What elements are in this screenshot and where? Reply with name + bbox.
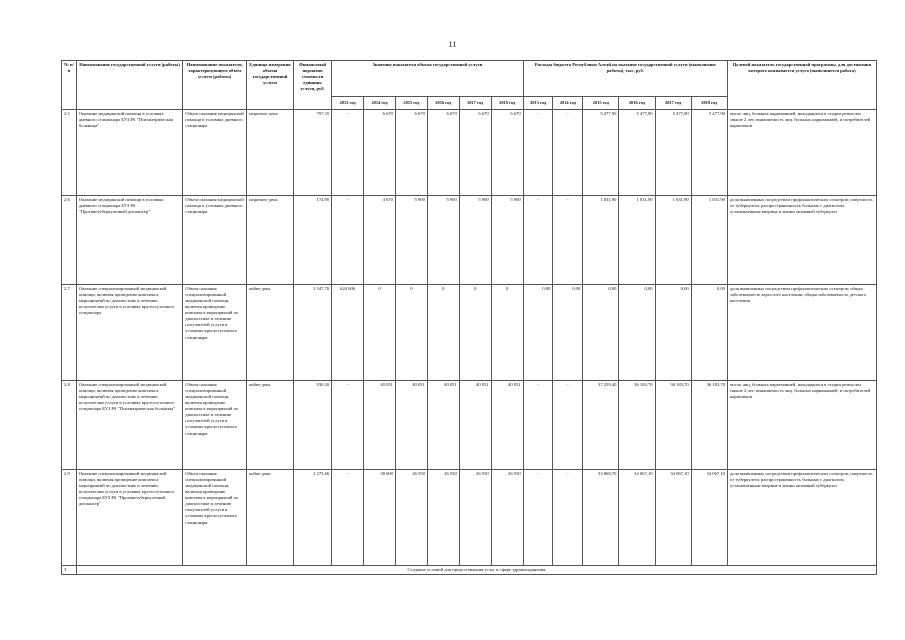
service-name: Оказание медицинской помощи в условиях дневного стационара БУЗ РА "Психиатрическая больница" xyxy=(76,110,182,196)
volume-value: 38 600 xyxy=(364,470,396,566)
volume-value: - xyxy=(332,381,364,470)
volume-value: 5 900 xyxy=(427,196,459,285)
unit: койко-день xyxy=(247,470,294,566)
header-volume-year: 2016 год xyxy=(427,97,459,110)
budget-value: 0,00 xyxy=(655,285,691,381)
indicator-name: Объем оказания медицинской помощи в условиях дневного стационара xyxy=(183,196,247,285)
service-name: Оказание специализированной медицинской помощи, включая проведение комплекса мероприятий по диагностике и лечению получателям услуги в условиях круглосуточного стационара БУЗ РА "Психиатрическая больница" xyxy=(76,381,182,470)
budget-value: 33 868,70 xyxy=(583,470,619,566)
budget-value: 5 477,90 xyxy=(655,110,691,196)
volume-value: 6 670 xyxy=(459,110,491,196)
budget-value: 0,00 xyxy=(583,285,619,381)
section-number: 3 xyxy=(62,566,77,575)
volume-value: 40 051 xyxy=(395,381,427,470)
table-row xyxy=(62,381,877,470)
table-row xyxy=(62,110,877,196)
section-row xyxy=(62,566,877,575)
budget-value: - xyxy=(553,470,583,566)
volume-value: 40 051 xyxy=(459,381,491,470)
budget-value: 36 183,70 xyxy=(655,381,691,470)
cost: 797,35 xyxy=(293,110,331,196)
section-title: Создание условий для предоставления услуг в сфере здравоохранения xyxy=(76,566,876,575)
header-unit: Единица измерения объема государственной услуги xyxy=(247,61,294,110)
budget-value: - xyxy=(523,196,553,285)
cost: 1 275,66 xyxy=(293,470,331,566)
volume-value: 6 670 xyxy=(395,110,427,196)
volume-value: 0 xyxy=(491,285,523,381)
table-row xyxy=(62,285,877,381)
table-row xyxy=(62,196,877,285)
header-budget-year: 2017 год xyxy=(655,97,691,110)
header-volume-year: 2017 год xyxy=(459,97,491,110)
budget-value: 1 031,90 xyxy=(583,196,619,285)
row-number: 2.7 xyxy=(62,285,77,381)
header-service: Наименование государственной услуги (работы) xyxy=(76,61,182,110)
volume-value: 26 550 xyxy=(427,470,459,566)
volume-value: 6 670 xyxy=(491,110,523,196)
budget-value: 5 477,90 xyxy=(583,110,619,196)
budget-value: 1 031,90 xyxy=(691,196,727,285)
header-no: № п/п xyxy=(62,61,77,110)
volume-value: 5 900 xyxy=(459,196,491,285)
volume-value: 26 550 xyxy=(491,470,523,566)
budget-value: 0,00 xyxy=(691,285,727,381)
budget-value: - xyxy=(553,196,583,285)
budget-value: 5 477,90 xyxy=(691,110,727,196)
unit: койко-день xyxy=(247,285,294,381)
indicator-name: Объем оказания специализированной медицинской помощи, включая проведение комплекса мероприятий по диагностике и лечению получателей услуги в условиях круглосуточного стационара xyxy=(183,285,247,381)
volume-value: 40 051 xyxy=(427,381,459,470)
budget-value: 0,00 xyxy=(523,285,553,381)
budget-value: 0,00 xyxy=(619,285,655,381)
budget-value: 5 477,90 xyxy=(619,110,655,196)
volume-value: 5 900 xyxy=(491,196,523,285)
header-volume-year: 2015 год xyxy=(395,97,427,110)
budget-value: 0,00 xyxy=(553,285,583,381)
header-budget-year: 2016 год xyxy=(619,97,655,110)
volume-value: 624 006 xyxy=(332,285,364,381)
volume-value: 0 xyxy=(395,285,427,381)
volume-value: 5 900 xyxy=(395,196,427,285)
budget-value: 34 067,10 xyxy=(619,470,655,566)
header-budget-year: 2014 год xyxy=(553,97,583,110)
row-number: 2.8 xyxy=(62,381,77,470)
header-target: Целевой показатель государственной программы, для достижения которого оказывается услуга (выполняется работа) xyxy=(727,61,876,110)
header-volume-year: 2018 год xyxy=(491,97,523,110)
indicator-name: Объем оказания медицинской помощи в условиях дневного стационара xyxy=(183,110,247,196)
unit: койко-день xyxy=(247,381,294,470)
volume-value: 40 051 xyxy=(364,381,396,470)
volume-value: 4 670 xyxy=(364,196,396,285)
budget-value: 34 067,10 xyxy=(655,470,691,566)
row-number: 2.6 xyxy=(62,196,77,285)
volume-value: 0 xyxy=(459,285,491,381)
budget-value: 36 183,70 xyxy=(619,381,655,470)
budget-value: - xyxy=(523,470,553,566)
volume-value: 26 550 xyxy=(459,470,491,566)
indicator-name: Объем оказания специализированной медицинской помощи, включая проведение комплекса мероприятий по диагностике и лечению получателей услуги в условиях круглосуточного стационара xyxy=(183,381,247,470)
budget-value: - xyxy=(553,381,583,470)
volume-value: - xyxy=(332,110,364,196)
volume-value: 6 670 xyxy=(364,110,396,196)
cost: 174,90 xyxy=(293,196,331,285)
target-indicator: доля выявленных посредством профилактических осмотров; смертность от туберкулеза; распространенность больных с диагнозом, установленным впервые в жизни активный туберкулез xyxy=(727,196,876,285)
header-budget-year: 2015 год xyxy=(583,97,619,110)
budget-value: 36 183,70 xyxy=(691,381,727,470)
services-table xyxy=(61,60,877,575)
service-name: Оказание медицинской помощи в условиях дневного стационара БУЗ РА "Противотуберкулезный диспансер" xyxy=(76,196,182,285)
header-volume-year: 2013 год xyxy=(332,97,364,110)
target-indicator: доля выявленных посредством профилактических осмотров; смертность от туберкулеза; распространенность больных с диагнозом, установленным впервые в жизни активный туберкулез xyxy=(727,470,876,566)
budget-value: 1 031,90 xyxy=(655,196,691,285)
service-name: Оказание специализированной медицинской помощи, включая проведение комплекса мероприятий по диагностике и лечению, получателям услуги в условиях круглосуточного стационара xyxy=(76,285,182,381)
header-budget-year: 2018 год xyxy=(691,97,727,110)
header-indicator: Наименование показателя, характеризующего объем услуги (работы) xyxy=(183,61,247,110)
row-number: 2.5 xyxy=(62,110,77,196)
volume-value: - xyxy=(332,470,364,566)
volume-value: - xyxy=(332,196,364,285)
indicator-name: Объем оказания специализированной медицинской помощи, включая проведение комплекса мероприятий по диагностике и лечению получателей услуги в условиях круглосуточного стационара xyxy=(183,470,247,566)
budget-value: - xyxy=(553,110,583,196)
header-budget-group: Расходы бюджета Республики Алтай на оказание государственной услуги (выполнение работы), тыс. руб. xyxy=(523,61,727,97)
header-volume-year: 2014 год xyxy=(364,97,396,110)
target-indicator: число лиц, больных наркоманией, находящихся в стадии ремиссии свыше 2 лет; выявляемость лиц, больных наркоманией, и потребителей наркотиков xyxy=(727,110,876,196)
unit: пациенто-день xyxy=(247,196,294,285)
header-budget-year: 2013 год xyxy=(523,97,553,110)
row-number: 2.9 xyxy=(62,470,77,566)
volume-value: 26 550 xyxy=(395,470,427,566)
unit: пациенто-день xyxy=(247,110,294,196)
budget-value: 34 067,10 xyxy=(691,470,727,566)
volume-value: 0 xyxy=(427,285,459,381)
budget-value: 37 259,40 xyxy=(583,381,619,470)
table-row xyxy=(62,470,877,566)
target-indicator: число лиц, больных наркоманией, находящихся в стадии ремиссии свыше 2 лет; выявляемость лиц, больных наркоманией, и потребителей наркотиков xyxy=(727,381,876,470)
volume-value: 0 xyxy=(364,285,396,381)
cost: 930,20 xyxy=(293,381,331,470)
header-cost: Финансовый норматив стоимости единицы услуги, руб. xyxy=(293,61,331,110)
volume-value: 6 670 xyxy=(427,110,459,196)
page-number: 11 xyxy=(448,40,457,49)
budget-value: 1 031,90 xyxy=(619,196,655,285)
cost: 1 547,70 xyxy=(293,285,331,381)
budget-value: - xyxy=(523,110,553,196)
target-indicator: доля выявленных посредством профилактических осмотров; общая заболеваемость взрослого населения; общая заболеваемость детского населения xyxy=(727,285,876,381)
service-name: Оказание специализированной медицинской помощи, включая проведение комплекса мероприятий по диагностике и лечению, получателям услуги в условиях круглосуточного стационара БУЗ РА "Противотуберкулезный диспансер" xyxy=(76,470,182,566)
volume-value: 40 051 xyxy=(491,381,523,470)
budget-value: - xyxy=(523,381,553,470)
header-volume-group: Значение показателя объема государственной услуги xyxy=(332,61,524,97)
